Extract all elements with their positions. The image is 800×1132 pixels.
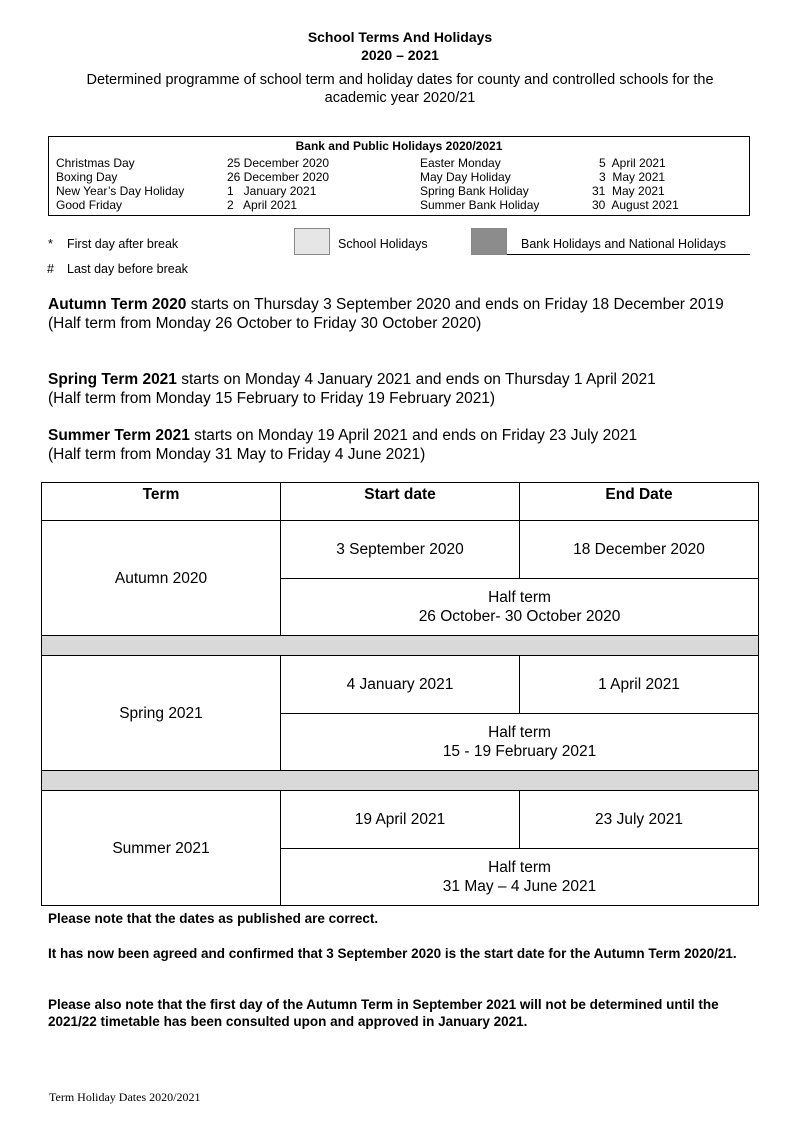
autumn-term-paragraph [48, 295, 748, 333]
bank-holiday-date: 25 December 2020 [227, 156, 330, 170]
table-header-start: Start date [280, 482, 520, 521]
end-date: 1 April 2021 [598, 676, 680, 693]
bank-holidays-box [48, 136, 750, 216]
half-term-dates: 15 - 19 February 2021 [442, 743, 597, 760]
last-day-symbol: # [47, 262, 54, 276]
bank-holiday-name: New Year’s Day Holiday [56, 184, 185, 198]
spring-term-paragraph [48, 370, 748, 408]
end-date-cell [519, 655, 759, 714]
autumn-term-dates: starts on Thursday 3 September 2020 and ends on Friday 18 December 2019 [186, 296, 724, 313]
start-date: 4 January 2021 [346, 676, 454, 693]
bank-holiday-date: 30 August 2021 [592, 198, 679, 212]
bank-holidays-swatch [471, 228, 507, 255]
spring-half-term: (Half term from Monday 15 February to Friday 19 February 2021) [48, 390, 496, 407]
end-date-cell [519, 520, 759, 579]
start-date-cell [280, 520, 520, 579]
legend-underline [507, 254, 750, 255]
bank-holiday-name: May Day Holiday [420, 170, 511, 184]
holiday-gap-row [41, 635, 759, 656]
note-start-date-confirmed: It has now been agreed and confirmed that 3 September 2020 is the start date for the Autumn Term 2020/21. [48, 946, 737, 961]
term-dates-table [41, 482, 759, 906]
bank-holiday-date: 2 April 2021 [227, 198, 298, 212]
half-term-dates: 26 October- 30 October 2020 [418, 608, 621, 625]
note-autumn-2021: Please also note that the first day of the Autumn Term in September 2021 will not be determined until the 2021/22 timetable has been consulted upon and approved in January 2021. [48, 997, 719, 1029]
bank-holiday-name: Good Friday [56, 198, 123, 212]
spring-term-dates: starts on Monday 4 January 2021 and ends on Thursday 1 April 2021 [176, 371, 656, 388]
summer-term-paragraph [48, 426, 748, 464]
term-name-cell [41, 790, 281, 906]
bank-holiday-date: 31 May 2021 [592, 184, 665, 198]
start-date: 19 April 2021 [354, 811, 446, 828]
school-holidays-label: School Holidays [338, 237, 428, 251]
half-term-cell [280, 848, 759, 906]
note-dates-correct: Please note that the dates as published are correct. [48, 911, 379, 926]
start-date: 3 September 2020 [336, 541, 464, 558]
summer-term-heading: Summer Term 2021 [48, 427, 190, 444]
bank-holiday-date: 3 May 2021 [599, 170, 666, 184]
bank-holiday-name: Summer Bank Holiday [420, 198, 540, 212]
spring-term-heading: Spring Term 2021 [48, 371, 177, 388]
term-name: Spring 2021 [119, 704, 203, 722]
page-title: School Terms And Holidays [307, 29, 493, 45]
half-term-cell [280, 713, 759, 771]
summer-half-term: (Half term from Monday 31 May to Friday 4 June 2021) [48, 446, 426, 463]
term-name: Summer 2021 [112, 839, 210, 857]
table-header-end: End Date [519, 482, 759, 521]
term-name-cell [41, 520, 281, 636]
half-term-cell [280, 578, 759, 636]
table-header-term: Term [41, 482, 281, 521]
end-date: 23 July 2021 [595, 811, 683, 828]
last-day-label: Last day before break [67, 262, 188, 276]
first-day-label: First day after break [67, 237, 179, 251]
first-day-symbol: * [48, 237, 53, 251]
half-term-label: Half term [488, 859, 551, 876]
bank-holiday-date: 5 April 2021 [599, 156, 666, 170]
bank-holiday-date: 1 January 2021 [227, 184, 317, 198]
autumn-term-heading: Autumn Term 2020 [48, 296, 187, 313]
bank-holiday-name: Spring Bank Holiday [420, 184, 529, 198]
half-term-label: Half term [488, 589, 551, 606]
academic-years: 2020 – 2021 [361, 47, 439, 63]
autumn-half-term: (Half term from Monday 26 October to Friday 30 October 2020) [48, 315, 482, 332]
summer-term-dates: starts on Monday 19 April 2021 and ends on Friday 23 July 2021 [189, 427, 638, 444]
start-date-cell [280, 790, 520, 849]
bank-holiday-name: Boxing Day [56, 170, 118, 184]
page-footer: Term Holiday Dates 2020/2021 [49, 1090, 201, 1104]
page-subtitle: Determined programme of school term and holiday dates for county and controlled schools for the academic year 2020/21 [86, 72, 714, 106]
end-date-cell [519, 790, 759, 849]
end-date: 18 December 2020 [573, 541, 705, 558]
bank-holiday-name: Easter Monday [420, 156, 501, 170]
bank-holidays-title: Bank and Public Holidays 2020/2021 [295, 139, 503, 153]
term-name: Autumn 2020 [114, 569, 208, 587]
bank-holiday-name: Christmas Day [56, 156, 135, 170]
half-term-label: Half term [488, 724, 551, 741]
start-date-cell [280, 655, 520, 714]
bank-holiday-date: 26 December 2020 [227, 170, 330, 184]
term-name-cell [41, 655, 281, 771]
school-holidays-swatch [294, 228, 330, 255]
holiday-gap-row [41, 770, 759, 791]
half-term-dates: 31 May – 4 June 2021 [442, 878, 597, 895]
bank-holidays-label: Bank Holidays and National Holidays [521, 237, 726, 251]
